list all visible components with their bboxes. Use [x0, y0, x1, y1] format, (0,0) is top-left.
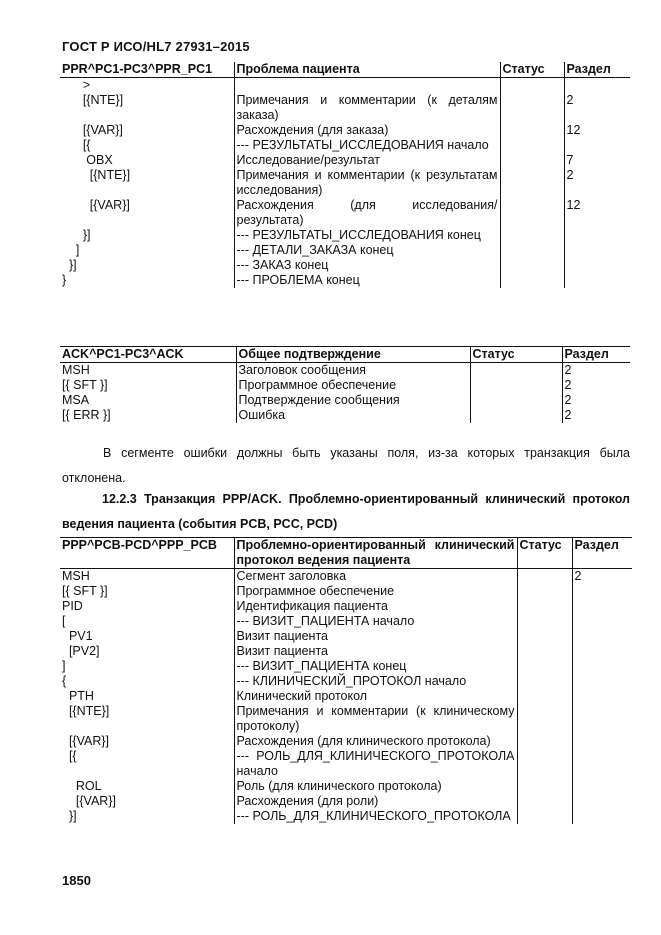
table-ppp — [60, 537, 632, 824]
cell-description: Визит пациента — [234, 644, 517, 659]
cell-section — [564, 273, 630, 288]
cell-description: Клинический протокол — [234, 689, 517, 704]
cell-section — [572, 584, 632, 599]
table-row — [60, 228, 630, 243]
cell-description: Расхождения (для клинического протокола) — [234, 734, 517, 749]
cell-description: --- ДЕТАЛИ_ЗАКАЗА конец — [234, 243, 500, 258]
table-row — [60, 153, 630, 168]
cell-status — [517, 689, 572, 704]
cell-section — [572, 629, 632, 644]
cell-section — [572, 734, 632, 749]
cell-status — [517, 599, 572, 614]
cell-status — [500, 153, 564, 168]
table-row — [60, 809, 632, 824]
cell-section: 2 — [564, 93, 630, 123]
cell-status — [500, 123, 564, 138]
cell-description: Роль (для клинического протокола) — [234, 779, 517, 794]
cell-status — [517, 569, 572, 585]
page-number: 1850 — [62, 873, 91, 888]
table-row — [60, 599, 632, 614]
cell-status — [517, 629, 572, 644]
table-row — [60, 123, 630, 138]
table-row — [60, 794, 632, 809]
table-row — [60, 138, 630, 153]
cell-status — [470, 378, 562, 393]
cell-segment: [{ — [62, 749, 77, 763]
cell-status — [500, 138, 564, 153]
col-header-description: Общее подтверждение — [236, 347, 470, 363]
table-row — [60, 363, 630, 379]
cell-description: Программное обеспечение — [236, 378, 470, 393]
section-heading: 12.2.3 Транзакция PPP/ACK. Проблемно-ориентированный клинический протокол ведения пациента (события PCB, PCC, PCD) — [62, 492, 630, 531]
cell-segment: [{ SFT }] — [62, 584, 108, 598]
cell-section: 2 — [562, 378, 630, 393]
col-header-message: PPP^PCB-PCD^PPP_PCB — [60, 538, 234, 569]
table-row — [60, 629, 632, 644]
table-row — [60, 78, 630, 94]
cell-segment: } — [62, 273, 67, 287]
cell-section — [564, 228, 630, 243]
cell-segment: [{NTE}] — [62, 168, 131, 182]
table-row — [60, 569, 632, 585]
cell-segment: [{VAR}] — [62, 794, 116, 808]
cell-section — [564, 78, 630, 94]
cell-description: Примечания и комментарии (к деталям заказа) — [234, 93, 500, 123]
table-row — [60, 734, 632, 749]
cell-segment: [PV2] — [62, 644, 100, 658]
cell-section — [564, 258, 630, 273]
table-row — [60, 659, 632, 674]
cell-segment: PV1 — [62, 629, 93, 643]
cell-section — [572, 599, 632, 614]
table-row — [60, 198, 630, 228]
cell-status — [500, 168, 564, 198]
cell-description — [234, 78, 500, 94]
cell-segment: PID — [62, 599, 83, 613]
cell-description: Заголовок сообщения — [236, 363, 470, 379]
cell-status — [500, 243, 564, 258]
cell-description: --- РЕЗУЛЬТАТЫ_ИССЛЕДОВАНИЯ начало — [234, 138, 500, 153]
cell-section — [572, 809, 632, 824]
table-row — [60, 689, 632, 704]
table-row — [60, 393, 630, 408]
cell-section — [572, 659, 632, 674]
cell-section — [572, 779, 632, 794]
cell-segment: }] — [62, 809, 77, 823]
cell-status — [500, 228, 564, 243]
cell-segment: OBX — [62, 153, 113, 167]
cell-status — [517, 614, 572, 629]
cell-status — [470, 408, 562, 423]
col-header-status: Статус — [470, 347, 562, 363]
cell-section: 2 — [562, 363, 630, 379]
cell-segment: { — [62, 674, 67, 688]
cell-description: --- ВИЗИТ_ПАЦИЕНТА начало — [234, 614, 517, 629]
cell-status — [500, 273, 564, 288]
cell-status — [517, 794, 572, 809]
cell-status — [517, 659, 572, 674]
table-row — [60, 408, 630, 423]
cell-status — [517, 584, 572, 599]
col-header-description: Проблемно-ориентированный клинический протокол ведения пациента — [234, 538, 517, 569]
cell-section: 7 — [564, 153, 630, 168]
cell-status — [500, 93, 564, 123]
error-paragraph: В сегменте ошибки должны быть указаны поля, из-за которых транзакция была отклонена. — [62, 446, 630, 485]
cell-description: Программное обеспечение — [234, 584, 517, 599]
col-header-description: Проблема пациента — [234, 62, 500, 78]
cell-description: Примечания и комментарии (к результатам исследования) — [234, 168, 500, 198]
cell-description: --- КЛИНИЧЕСКИЙ_ПРОТОКОЛ начало — [234, 674, 517, 689]
cell-segment: [{NTE}] — [62, 704, 110, 718]
col-header-status: Статус — [500, 62, 564, 78]
cell-section — [564, 138, 630, 153]
cell-segment: [{VAR}] — [62, 198, 130, 212]
cell-status — [500, 258, 564, 273]
cell-section — [572, 644, 632, 659]
table-row — [60, 779, 632, 794]
cell-section — [572, 794, 632, 809]
cell-description: Примечания и комментарии (к клиническому протоколу) — [234, 704, 517, 734]
table-ppr — [60, 62, 630, 288]
cell-section — [564, 243, 630, 258]
table-row — [60, 584, 632, 599]
cell-description: --- ВИЗИТ_ПАЦИЕНТА конец — [234, 659, 517, 674]
cell-section — [572, 614, 632, 629]
col-header-section: Раздел — [572, 538, 632, 569]
col-header-message: PPR^PC1-PC3^PPR_PC1 — [60, 62, 234, 78]
col-header-section: Раздел — [564, 62, 630, 78]
cell-status — [470, 393, 562, 408]
table-row — [60, 273, 630, 288]
cell-description: Визит пациента — [234, 629, 517, 644]
document-header: ГОСТ Р ИСО/HL7 27931–2015 — [62, 39, 250, 54]
table-ack — [60, 346, 630, 423]
table-row — [60, 674, 632, 689]
cell-section — [572, 749, 632, 779]
cell-segment: [{VAR}] — [62, 734, 110, 748]
cell-status — [517, 749, 572, 779]
col-header-status: Статус — [517, 538, 572, 569]
cell-segment: }] — [62, 228, 91, 242]
table-header-row — [60, 62, 630, 78]
cell-section: 2 — [562, 408, 630, 423]
cell-section — [572, 704, 632, 734]
cell-segment: PTH — [62, 689, 94, 703]
table-row — [60, 258, 630, 273]
cell-section — [572, 689, 632, 704]
table-row — [60, 378, 630, 393]
cell-segment: [{VAR}] — [62, 123, 123, 137]
table-row — [60, 93, 630, 123]
cell-description: --- ПРОБЛЕМА конец — [234, 273, 500, 288]
cell-segment: > — [62, 78, 91, 92]
cell-segment: ] — [62, 659, 66, 673]
cell-segment: MSH — [62, 569, 90, 583]
cell-description: Идентификация пациента — [234, 599, 517, 614]
col-header-message: ACK^PC1-PC3^ACK — [60, 347, 236, 363]
cell-segment: }] — [62, 258, 77, 272]
cell-segment: ] — [62, 243, 80, 257]
cell-segment: [{ — [62, 138, 91, 152]
table-header-row — [60, 347, 630, 363]
cell-status — [517, 704, 572, 734]
col-header-section: Раздел — [562, 347, 630, 363]
table-row — [60, 243, 630, 258]
cell-section — [572, 674, 632, 689]
cell-section: 2 — [562, 393, 630, 408]
cell-segment: MSA — [62, 393, 90, 407]
cell-status — [517, 674, 572, 689]
cell-description: Исследование/результат — [234, 153, 500, 168]
cell-section: 2 — [564, 168, 630, 198]
cell-section: 12 — [564, 123, 630, 138]
table-row — [60, 749, 632, 779]
cell-description: Сегмент заголовка — [234, 569, 517, 585]
cell-status — [517, 644, 572, 659]
cell-description: Ошибка — [236, 408, 470, 423]
cell-segment: [{NTE}] — [62, 93, 124, 107]
cell-section: 12 — [564, 198, 630, 228]
cell-description: --- ЗАКАЗ конец — [234, 258, 500, 273]
cell-segment: MSH — [62, 363, 90, 377]
cell-description: Расхождения (для заказа) — [234, 123, 500, 138]
cell-status — [517, 734, 572, 749]
table-row — [60, 168, 630, 198]
table-row — [60, 644, 632, 659]
cell-segment: [{ ERR }] — [62, 408, 111, 422]
cell-status — [500, 198, 564, 228]
cell-status — [470, 363, 562, 379]
table-header-row — [60, 538, 632, 569]
cell-description: Расхождения (для роли) — [234, 794, 517, 809]
table-row — [60, 704, 632, 734]
cell-status — [517, 809, 572, 824]
cell-description: --- РЕЗУЛЬТАТЫ_ИССЛЕДОВАНИЯ конец — [234, 228, 500, 243]
cell-description: Расхождения (для исследования/результата) — [234, 198, 500, 228]
cell-description: --- РОЛЬ_ДЛЯ_КЛИНИЧЕСКОГО_ПРОТОКОЛА — [234, 809, 517, 824]
cell-description: --- РОЛЬ_ДЛЯ_КЛИНИЧЕСКОГО_ПРОТОКОЛА начало — [234, 749, 517, 779]
cell-segment: ROL — [62, 779, 102, 793]
cell-status — [517, 779, 572, 794]
cell-status — [500, 78, 564, 94]
cell-description: Подтверждение сообщения — [236, 393, 470, 408]
table-row — [60, 614, 632, 629]
cell-segment: [ — [62, 614, 66, 628]
cell-segment: [{ SFT }] — [62, 378, 108, 392]
cell-section: 2 — [572, 569, 632, 585]
